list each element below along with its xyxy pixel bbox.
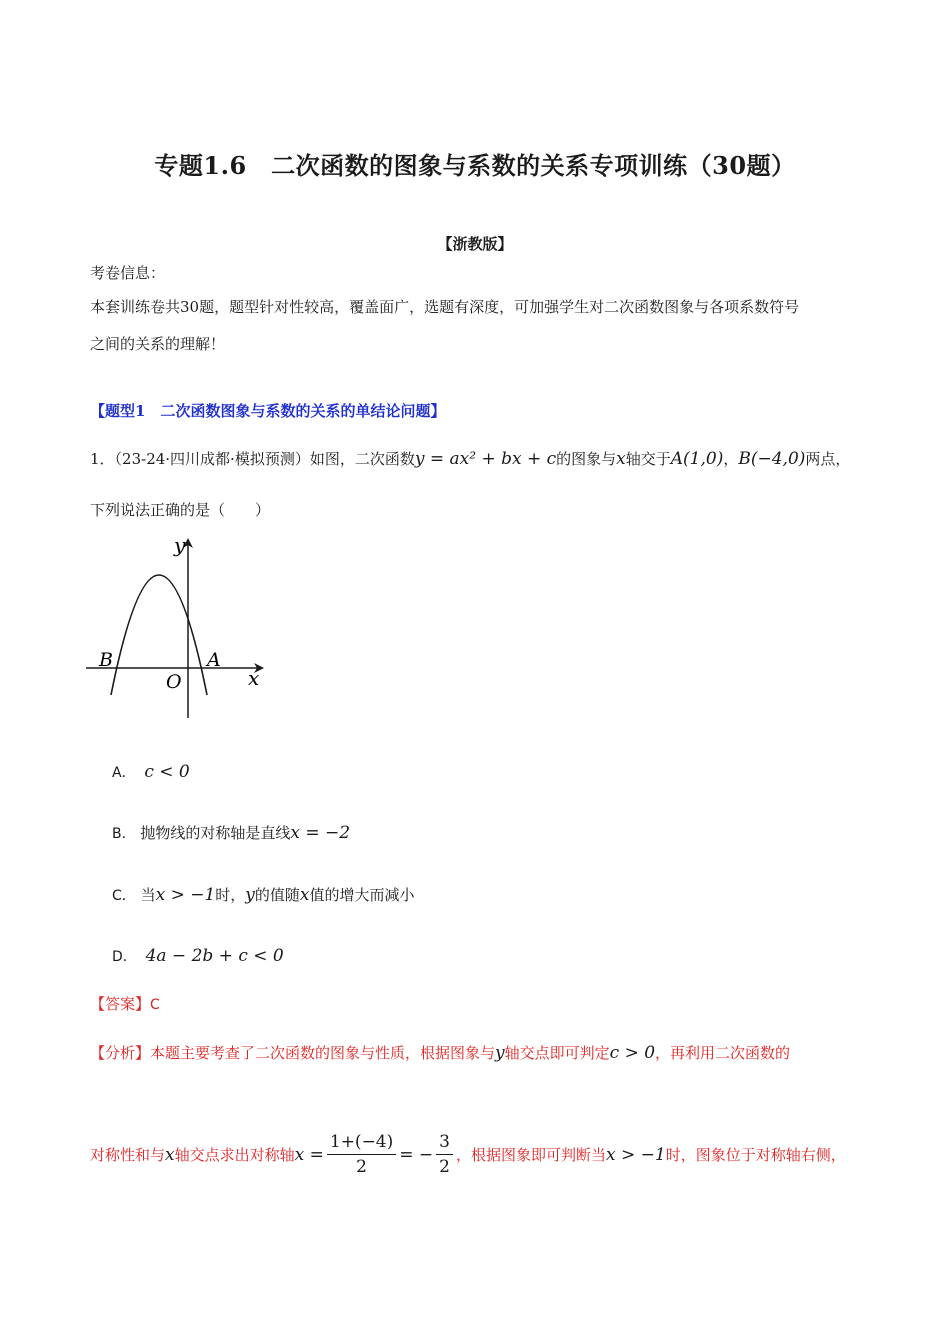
- question-source: （23-24·四川成都·模拟预测）: [114, 450, 310, 468]
- point-a-label: A: [207, 649, 221, 671]
- option-c-post: 值的增大而减小: [309, 886, 415, 904]
- analysis-line-1: [90, 1042, 790, 1063]
- page-title: 专题1.6 二次函数的图象与系数的关系专项训练（30题）: [154, 151, 796, 180]
- option-d-math: 4a − 2b + c < 0: [145, 946, 284, 966]
- question-text-b: 的图象与: [556, 450, 617, 468]
- analysis-line2-b: 轴交点求出对称轴: [174, 1146, 295, 1164]
- analysis-text-3: ，再利用二次函数的: [655, 1044, 791, 1062]
- analysis-line2-c: ，根据图象即可判断当: [456, 1146, 607, 1164]
- analysis-cond: c > 0: [609, 1043, 656, 1063]
- fraction-1-numerator: 1+(−4): [327, 1132, 396, 1155]
- analysis-x-var: x: [165, 1144, 175, 1165]
- origin-label: O: [166, 671, 182, 693]
- info-label: 考卷信息：: [90, 264, 166, 282]
- question-text-c: 轴交于: [625, 450, 671, 468]
- axis-lhs: x =: [294, 1144, 324, 1165]
- parabola-graph: [82, 530, 282, 725]
- analysis-line2-d: 时，图象位于对称轴右侧，: [665, 1146, 846, 1164]
- option-b-text: 抛物线的对称轴是直线: [140, 824, 291, 842]
- analysis-text-1: 本题主要考查了二次函数的图象与性质，根据图象与: [150, 1044, 496, 1062]
- option-b-letter: B．: [112, 826, 136, 842]
- fraction-2-numerator: 3: [436, 1132, 453, 1155]
- fraction-1: [327, 1132, 396, 1177]
- fraction-1-denominator: 2: [356, 1157, 367, 1177]
- parabola-curve: [111, 575, 207, 695]
- analysis-text-2: 轴交点即可判定: [504, 1044, 610, 1062]
- option-c: [112, 884, 415, 905]
- option-c-pre: 当: [140, 886, 156, 904]
- fraction-2: [436, 1132, 453, 1177]
- option-c-math-1: x > −1: [155, 885, 216, 905]
- y-axis-label: y: [174, 533, 186, 557]
- question-1: 1．（23-24·四川成都·模拟预测）如图，二次函数y = ax² + bx + c的图象与x轴交于A(1,0)，B(−4,0)两点，: [90, 449, 851, 469]
- option-c-math-3: x: [299, 885, 310, 905]
- info-line-1: 本套训练卷共30题，题型针对性较高，覆盖面广，选题有深度，可加强学生对二次函数图象与各项系数符号: [90, 298, 800, 316]
- option-d-letter: D．: [112, 949, 137, 965]
- analysis-y-var: y: [495, 1043, 505, 1063]
- answer: [90, 993, 160, 1014]
- info-line-2: 之间的关系的理解！: [90, 335, 226, 353]
- option-c-mid2: 的值随: [254, 886, 300, 904]
- option-a: [112, 762, 190, 782]
- analysis-line-2: [90, 1132, 846, 1177]
- option-b: [112, 822, 350, 843]
- point-b: B(−4,0): [738, 449, 806, 469]
- option-c-letter: C．: [112, 888, 136, 904]
- answer-label: 【答案】: [90, 995, 151, 1013]
- point-a: A(1,0): [670, 449, 724, 469]
- edition-label: 【浙教版】: [437, 235, 513, 253]
- answer-value: C: [150, 997, 160, 1013]
- question-text-a: 如图，二次函数: [309, 450, 415, 468]
- x-axis-label: x: [248, 666, 260, 690]
- question-line-2: 下列说法正确的是（ ）: [90, 501, 271, 519]
- fraction-2-denominator: 2: [439, 1157, 450, 1177]
- question-x-var: x: [616, 449, 626, 469]
- option-c-mid: 时，: [215, 886, 246, 904]
- analysis-cond-2: x > −1: [606, 1144, 666, 1165]
- option-a-math: c < 0: [144, 762, 190, 782]
- question-text-d: 两点，: [805, 450, 851, 468]
- point-b-label: B: [99, 649, 113, 671]
- analysis-line2-a: 对称性和与: [90, 1146, 166, 1164]
- option-d: [112, 946, 284, 966]
- question-equation: y = ax² + bx + c: [414, 449, 557, 469]
- analysis-label: 【分析】: [90, 1044, 151, 1062]
- option-c-math-2: y: [245, 885, 255, 905]
- section-header: 【题型1 二次函数图象与系数的关系的单结论问题】: [90, 402, 446, 420]
- option-a-letter: A．: [112, 765, 136, 781]
- equals-minus: = −: [399, 1144, 434, 1165]
- question-number: 1．: [90, 450, 115, 468]
- option-b-math: x = −2: [290, 823, 351, 843]
